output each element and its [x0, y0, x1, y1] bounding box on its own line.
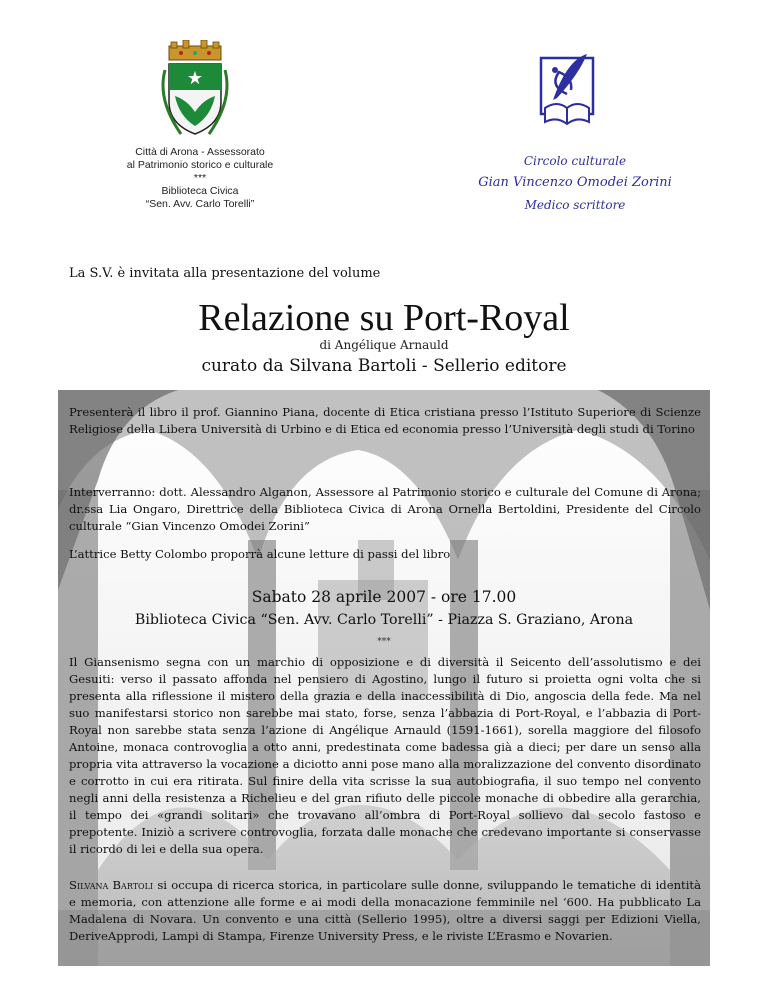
- caption-line: “Sen. Avv. Carlo Torelli”: [145, 198, 255, 210]
- svg-text:★: ★: [186, 68, 204, 89]
- bio-text: si occupa di ricerca storica, in particolare sulle donne, sviluppando le tematiche di identità e memoria, con attenzione alle forme e ai modi della monacazione femminile nel ‘600. Ha pubblicato La Madalena di Novara. Un convento e una città (Sellerio 1995), oltre a diversi saggi per Edizioni Viella, DeriveApprodi, Lampi di Stampa, Firenze University Press, e le riviste L’Erasmo e Novarien.: [69, 878, 701, 943]
- event-place: Biblioteca Civica “Sen. Avv. Carlo Torelli” - Piazza S. Graziano, Arona: [134, 612, 634, 628]
- invitation-text: La S.V. è invitata alla presentazione del volume: [69, 266, 381, 281]
- presenter-paragraph: Presenterà il libro il prof. Giannino Piana, docente di Etica cristiana presso l’Istituto Superiore di Scienze Religiose della Libera Università di Urbino e di Etica ed economia presso l’Università degli studi di Torino: [69, 405, 701, 436]
- caption-line: Città di Arona - Assessorato: [135, 146, 265, 158]
- caption-line: al Patrimonio storico e culturale: [126, 159, 274, 171]
- bio-name: Silvana Bartoli: [69, 878, 154, 892]
- quill-book-icon: [527, 50, 607, 140]
- caption-line: Circolo culturale: [523, 154, 627, 168]
- city-caption: [80, 146, 320, 211]
- caption-line: Biblioteca Civica: [161, 185, 239, 197]
- caption-line: Gian Vincenzo Omodei Zorini: [478, 175, 672, 190]
- event-date: Sabato 28 aprile 2007 - ore 17.00: [251, 588, 517, 606]
- book-title: Relazione su Port-Royal: [198, 297, 570, 339]
- book-author: di Angélique Arnauld: [319, 338, 449, 352]
- separator: ***: [377, 637, 391, 647]
- description-paragraph: Il Giansenismo segna con un marchio di opposizione e di diversità il Seicento dell’assolutismo e dei Gesuiti: verso il passato affonda nel pensiero di Agostino, lungo il futuro si proietta ogni volta che si presenta alla riflessione il mistero della grazia e della inaccessibilità di Dio, angoscia della fede. Ma nel suo manifestarsi storico non sarebbe mai stato, forse, senza l’abbazia di Port-Royal, e l’abbazia di Port-Royal non sarebbe stata senza l’azione di Angélique Arnauld (1591-1661), sorella maggiore del filosofo Antoine, monaca controvoglia a otto anni, predestinata come badessa già a dieci; per dare un senso alla propria vita attraverso la vocazione a diciotto anni pose mano alla moralizzazione del convento disordinato e corrotto in cui era ritirata. Sul finire della vita scrisse la sua autobiografia, il suo tempo nel convento negli anni della resistenza a Richelieu e del gran rifiuto delle piccole monache di obbedire alla gerarchia, il tempo dei «grandi solitari» che trovavano all’ombra di Port-Royal sollievo dal secolo fastoso e prepotente. Iniziò a scrivere controvoglia, forzata dalle monache che credevano importante si conservasse il ricordo di lei e della sua opera.: [69, 655, 701, 856]
- book-editor: curato da Silvana Bartoli - Sellerio editore: [201, 356, 567, 376]
- caption-line: Medico scrittore: [524, 198, 626, 212]
- bio-paragraph: [69, 877, 701, 945]
- reading-paragraph: L’attrice Betty Colombo proporrà alcune letture di passi del libro: [69, 547, 451, 561]
- circle-caption: [470, 150, 680, 216]
- speakers-paragraph: Interverranno: dott. Alessandro Alganon, Assessore al Patrimonio storico e culturale del Comune di Arona; dr.ssa Lia Ongaro, Direttrice della Biblioteca Civica di Arona Ornella Bertoldini, Presidente del Circolo culturale “Gian Vincenzo Omodei Zorini”: [69, 485, 701, 533]
- caption-line: ***: [193, 172, 207, 184]
- arona-crest-icon: [155, 40, 235, 140]
